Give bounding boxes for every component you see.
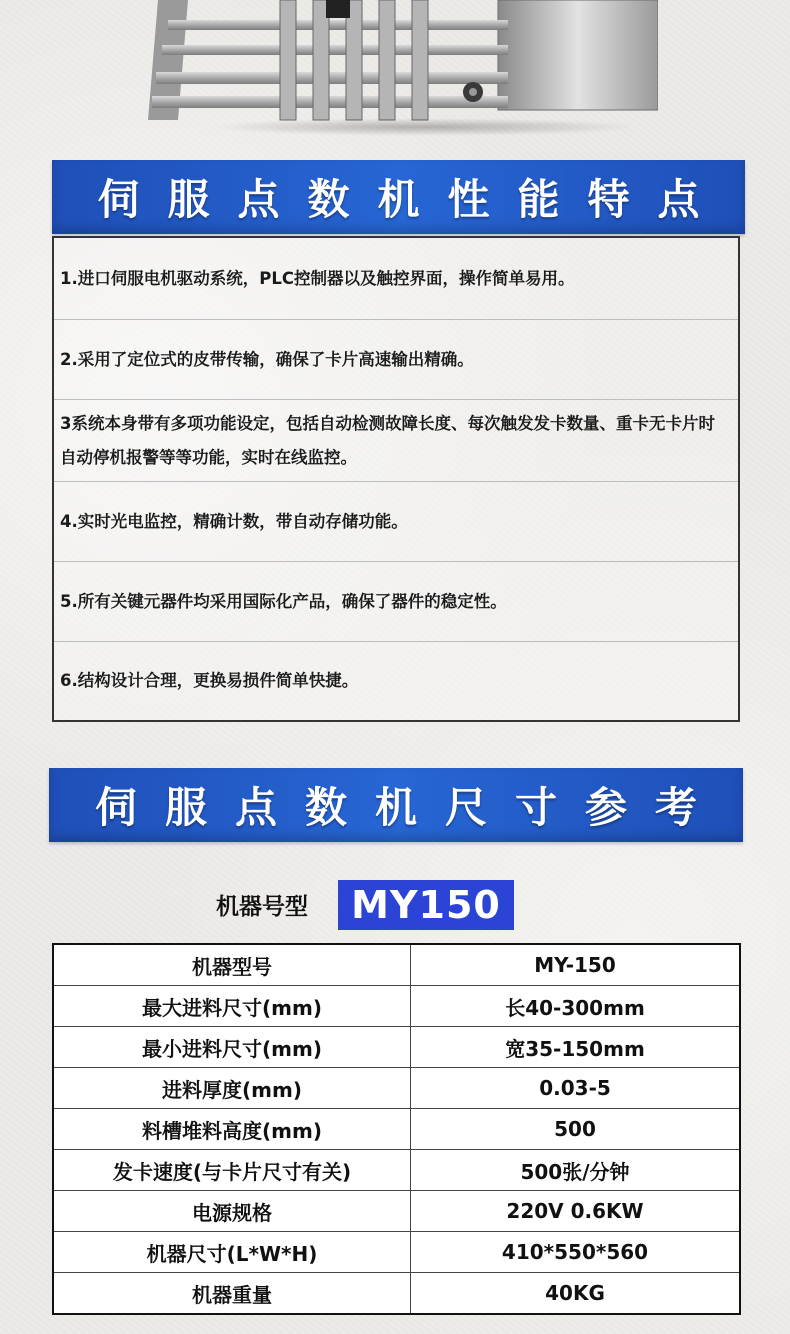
table-row — [54, 1109, 739, 1150]
spec-value: 500 — [554, 1117, 596, 1141]
spec-key: 最大进料尺寸(mm) — [54, 986, 411, 1026]
spec-key: 最小进料尺寸(mm) — [54, 1027, 411, 1067]
spec-key: 料槽堆料高度(mm) — [54, 1109, 411, 1149]
table-row — [54, 1027, 739, 1068]
table-row — [54, 1150, 739, 1191]
spec-key: 电源规格 — [54, 1191, 411, 1231]
size-title: 伺服点数机尺寸参考 — [94, 783, 725, 832]
spec-table — [52, 943, 741, 1315]
table-row — [54, 1191, 739, 1232]
spec-value: MY-150 — [534, 953, 616, 977]
spec-key: 进料厚度(mm) — [54, 1068, 411, 1108]
spec-value: 410*550*560 — [501, 1240, 649, 1264]
spec-key: 机器型号 — [54, 945, 411, 985]
spec-value: 220V 0.6KW — [506, 1199, 644, 1223]
feature-item: 6.结构设计合理，更换易损件简单快捷。 — [60, 671, 359, 690]
table-row — [54, 1273, 739, 1313]
machine-photo — [148, 0, 658, 130]
features-banner — [52, 160, 745, 234]
table-row — [54, 986, 739, 1027]
table-row — [54, 945, 739, 986]
spec-value: 500张/分钟 — [520, 1159, 630, 1184]
model-badge: MY150 — [338, 880, 514, 930]
size-banner — [49, 768, 743, 842]
table-row — [54, 1232, 739, 1273]
spec-key: 机器重量 — [54, 1273, 411, 1313]
spec-key: 发卡速度(与卡片尺寸有关) — [54, 1150, 411, 1190]
feature-item: 2.采用了定位式的皮带传输，确保了卡片高速输出精确。 — [54, 320, 738, 400]
table-row — [54, 1068, 739, 1109]
spec-key: 机器尺寸(L*W*H) — [54, 1232, 411, 1272]
spec-value: 40KG — [545, 1281, 605, 1305]
feature-item: 3系统本身带有多项功能设定，包括自动检测故障长度、每次触发发卡数量、重卡无卡片时自动停机报警等等功能，实时在线监控。 — [54, 400, 738, 482]
features-title: 伺服点数机性能特点 — [97, 175, 728, 224]
spec-value: 长40-300mm — [505, 995, 645, 1020]
features-list — [52, 236, 740, 722]
model-label: 机器号型 — [216, 894, 308, 920]
spec-value: 宽35-150mm — [505, 1036, 645, 1061]
feature-item: 1.进口伺服电机驱动系统，PLC控制器以及触控界面，操作简单易用。 — [54, 238, 738, 320]
feature-item: 4.实时光电监控，精确计数，带自动存储功能。 — [54, 482, 738, 562]
spec-value: 0.03-5 — [539, 1076, 611, 1100]
feature-item: 5.所有关键元器件均采用国际化产品，确保了器件的稳定性。 — [54, 562, 738, 642]
